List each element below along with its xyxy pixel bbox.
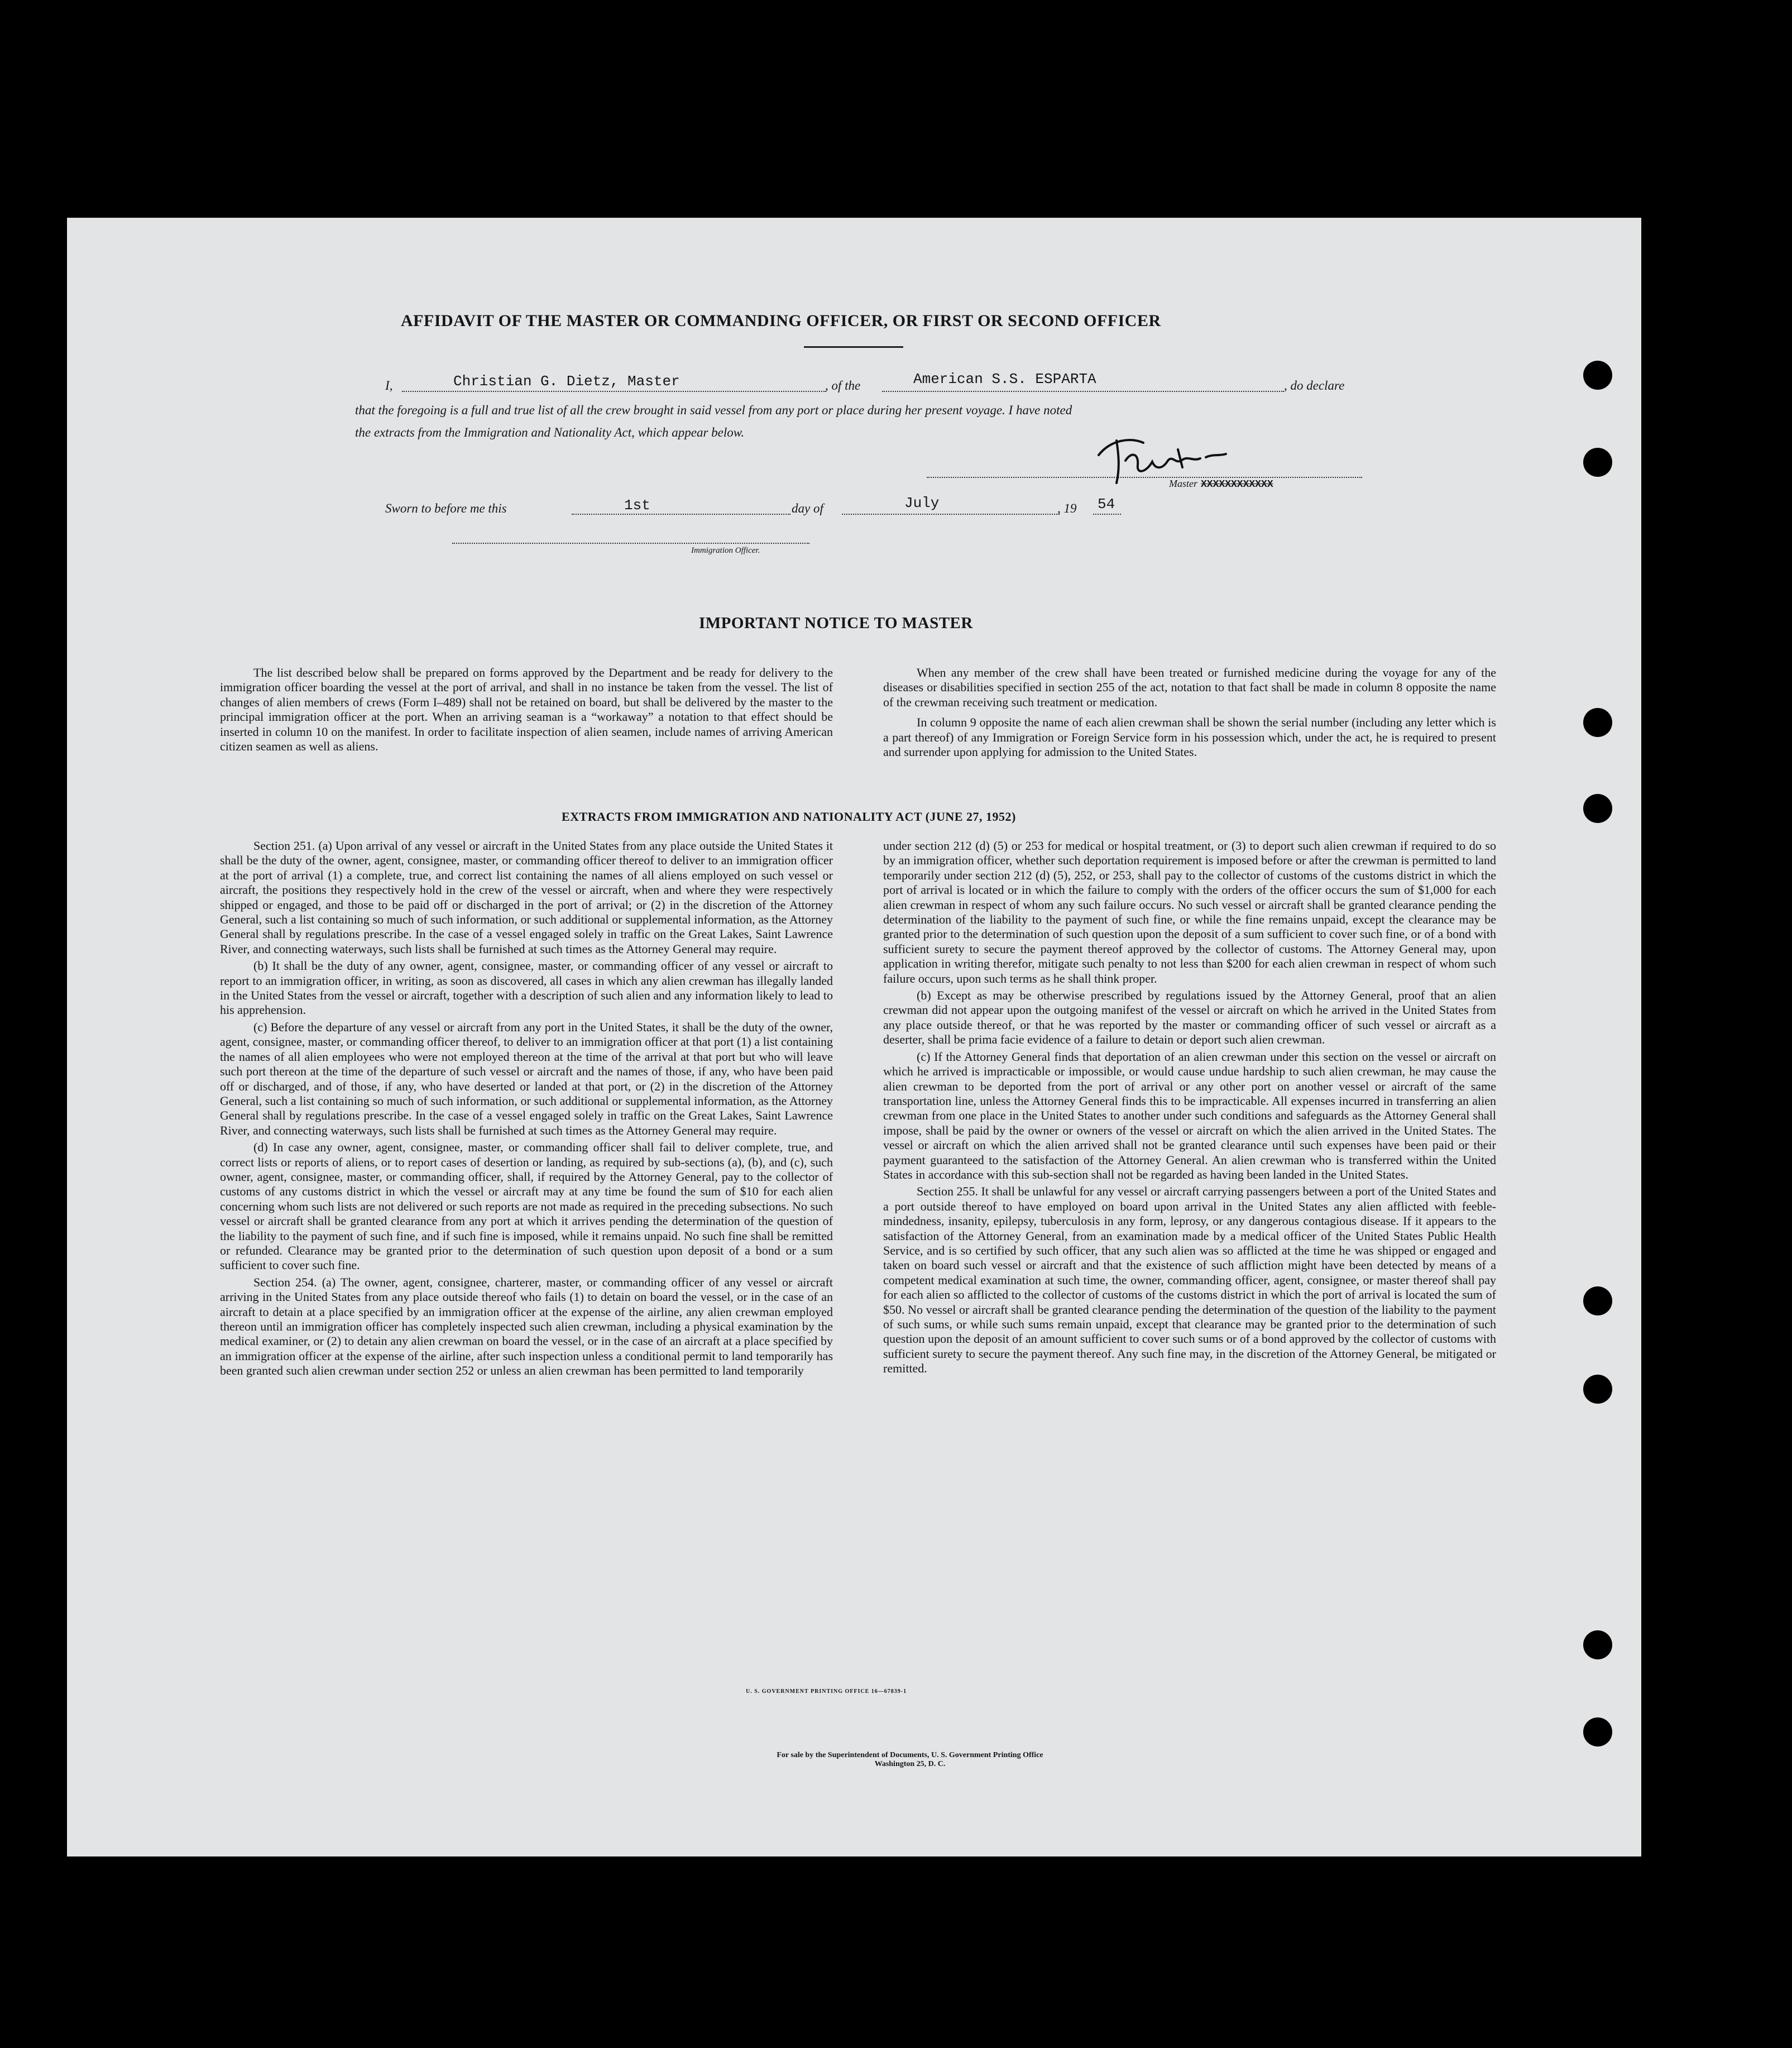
punch-hole — [1583, 448, 1612, 477]
signature-underline — [927, 477, 1362, 478]
notice-right-column — [883, 666, 1496, 762]
master-title: Master — [1169, 478, 1197, 489]
sworn-month-field: July — [904, 495, 940, 511]
extract-paragraph: (b) Except as may be otherwise prescribed by regulations issued by the Attorney General, proof that an alien crewman did not appear upon the outgoing manifest of the vessel or aircraft on which he arrived in the United States from any place outside thereof, or that he was reported by the master or commanding officer of such vessel or aircraft as a deserter, shall be prima facie evidence of a failure to detain or deport such alien crewman. — [883, 988, 1496, 1047]
officer-label: Immigration Officer. — [691, 546, 760, 555]
extract-paragraph: (c) If the Attorney General finds that deportation of an alien crewman under this section on the vessel or aircraft on which he arrived is impracticable or impossible, or would cause undue hardship to such alien crewman, he may cause the alien crewman to be deported from the port of arrival or any other port on another vessel or aircraft of the same transportation line, unless the Attorney General finds this to be impracticable. All expenses incurred in transferring an alien crewman from one place in the United States to another under such conditions and safeguards as the Attorney General shall impose, shall be paid by the owner or owners of the vessel or aircraft on which the alien arrived in the United States. The vessel or aircraft on which the alien arrived shall not be granted clearance until such expenses have been paid or their payment guaranteed to the satisfaction of the Attorney General. An alien crewman who is transferred within the United States in accordance with this sub-section shall not be regarded as having been landed in the United States. — [883, 1049, 1496, 1181]
notice-paragraph: When any member of the crew shall have been treated or furnished medicine during the voyage for any of the diseases or disabilities specified in section 255 of the act, notation to that fact shall be made in column 8 opposite the name of the crewman receiving such treatment or medication. — [883, 666, 1496, 709]
extract-paragraph: under section 212 (d) (5) or 253 for medical or hospital treatment, or (3) to deport such alien crewman if required to do so by an immigration officer, whether such deportation requirement is imposed before or after the crewman is permitted to land temporarily under section 212 (d) (5), 252, or 253, shall pay to the collector of customs of the customs district in which the port of arrival is located or in which the failure to comply with the orders of the officer occurs the sum of $1,000 for each alien crewman in respect of whom any such failure occurs. No such vessel or aircraft shall be granted clearance pending the determination of the liability to the payment of such fine, or while the fine remains unpaid, except the clearance may be granted prior to the determination of such question upon the deposit of a sum sufficient to cover such fine, or of a bond with sufficient surety to secure the payment thereof approved by the collector of customs. The Attorney General may, upon application in writing therefor, mitigate such penalty to not less than $200 for each alien crewman in respect of whom such failure occurs, upon such terms as he shall think proper. — [883, 839, 1496, 985]
printing-office-imprint: U. S. GOVERNMENT PRINTING OFFICE 16—67839-1 — [746, 1688, 907, 1695]
affidavit-line-3: the extracts from the Immigration and Nationality Act, which appear below. — [355, 425, 745, 439]
vessel-name-field: American S.S. ESPARTA — [913, 371, 1096, 387]
sale-line-2: Washington 25, D. C. — [874, 1760, 946, 1768]
officer-underline — [452, 543, 809, 544]
punch-hole — [1583, 708, 1612, 737]
punch-hole — [1583, 361, 1612, 390]
punch-hole — [1583, 1717, 1612, 1746]
notice-title: IMPORTANT NOTICE TO MASTER — [699, 614, 973, 632]
year-prefix: , 19 — [1057, 501, 1077, 515]
punch-hole — [1583, 1375, 1612, 1404]
affidavit-line-2: that the foregoing is a full and true list of all the crew brought in said vessel from any port or place during her present voyage. I have noted — [355, 403, 1072, 417]
master-name-field: Christian G. Dietz, Master — [453, 373, 680, 390]
sworn-label: Sworn to before me this — [385, 501, 507, 515]
sworn-day-field: 1st — [624, 497, 650, 514]
extract-paragraph: (c) Before the departure of any vessel or aircraft from any port in the United States, it shall be the duty of the owner, agent, consignee, master, or commanding officer thereof, to deliver to an immigration officer at that port (1) a list containing the names of all alien employees who were not employed thereon at the time of the arrival at that port but who will leave such port thereon at the time of the departure of such vessel or aircraft and the names of those, if any, who have been paid off or discharged, and of those, if any, who have deserted or landed at that port, or (2) in the discretion of the Attorney General, such a list containing so much of such information, or such additional or supplemental information, as the Attorney General shall by regulations prescribe. In the case of a vessel engaged solely in traffic on the Great Lakes, Saint Lawrence River, and connecting waterways, such lists shall be furnished at such times as the Attorney General may require. — [220, 1020, 833, 1137]
month-underline — [842, 514, 1060, 515]
master-strikeout: XXXXXXXXXXXX — [1201, 479, 1273, 490]
punch-hole — [1583, 1286, 1612, 1315]
notice-paragraph: The list described below shall be prepared on forms approved by the Department and be ready for delivery to the immigration officer boarding the vessel at the port of arrival, and shall in no instance be taken from the vessel. The list of changes of alien members of crews (Form I–489) shall not be retained on board, but shall be delivered by the master to the principal immigration officer at the port. When an arriving seaman is a “workaway” a notation to that effect should be inserted in column 10 on the manifest. In order to facilitate inspection of alien seamen, include names of arriving American citizen seamen as well as aliens. — [220, 666, 833, 754]
extract-paragraph: Section 254. (a) The owner, agent, consignee, charterer, master, or commanding officer of any vessel or aircraft arriving in the United States from any place outside thereof who fails (1) to detain on board the vessel, or in the case of an aircraft to detain at a place specified by an immigration officer at the expense of the airline, any alien crewman employed thereon until an immigration officer has completely inspected such alien crewman, including a physical examination by the medical examiner, or (2) to detain any alien crewman on board the vessel, or in the case of an aircraft at a place specified by an immigration officer at the expense of the airline, after such inspection unless a conditional permit to land temporarily has been granted such alien crewman under section 252 or unless an alien crewman has been permitted to land temporarily — [220, 1275, 833, 1378]
extracts-right-column — [883, 839, 1496, 1379]
title-rule — [804, 346, 903, 348]
day-of-label: day of — [792, 501, 823, 515]
extracts-left-column — [220, 839, 833, 1381]
do-declare-label: , do declare — [1284, 379, 1345, 393]
of-the-label: , of the — [825, 379, 861, 393]
extract-paragraph: (d) In case any owner, agent, consignee, master, or commanding officer shall fail to deliver complete, true, and correct lists or reports of aliens, or to report cases of desertion or landing, as required by sub-sections (a), (b), and (c), such owner, agent, consignee, master, or commanding officer, shall, if required by the Attorney General, pay to the collector of customs of any customs district in which the vessel or aircraft may at any time be found the sum of $10 for each alien concerning whom such lists are not delivered or such reports are not made as required in the preceding subsections. No such vessel or aircraft shall be granted clearance from any port at which it arrives pending the determination of the question of the liability to the payment of such fine, and if such fine is imposed, while it remains unpaid. No such fine shall be remitted or refunded. Clearance may be granted prior to the determination of such question upon deposit of a bond or a sum sufficient to cover such fine. — [220, 1140, 833, 1272]
punch-hole — [1583, 794, 1612, 823]
year-underline — [1093, 514, 1121, 515]
name-underline — [402, 391, 826, 392]
sale-line-1: For sale by the Superintendent of Documents, U. S. Government Printing Office — [777, 1751, 1043, 1759]
sale-notice — [614, 1751, 1206, 1769]
affidavit-title: AFFIDAVIT OF THE MASTER OR COMMANDING OFFICER, OR FIRST OR SECOND OFFICER — [401, 312, 1161, 330]
extract-paragraph: Section 251. (a) Upon arrival of any vessel or aircraft in the United States from any place outside the United States it shall be the duty of the owner, agent, consignee, master, or commanding officer thereof to deliver to an immigration officer at the port of arrival (1) a complete, true, and correct list containing the names of all aliens employed on such vessel or aircraft, the positions they respectively hold in the crew of the vessel or aircraft, when and where they were respectively shipped or engaged, and those to be paid off or discharged in the port of arrival; or (2) in the discretion of the Attorney General, such a list containing so much of such information, or such additional or supplemental information, as the Attorney General shall by regulations prescribe. In the case of a vessel engaged solely in traffic on the Great Lakes, Saint Lawrence River, and connecting waterways, such lists shall be furnished at such times as the Attorney General may require. — [220, 839, 833, 956]
day-underline — [572, 514, 790, 515]
affidavit-intro: I, — [385, 379, 393, 393]
vessel-underline — [882, 391, 1284, 392]
notice-left-column — [220, 666, 833, 756]
sworn-year-field: 54 — [1098, 496, 1115, 513]
extracts-title: EXTRACTS FROM IMMIGRATION AND NATIONALITY ACT (JUNE 27, 1952) — [562, 810, 1016, 824]
notice-paragraph: In column 9 opposite the name of each alien crewman shall be shown the serial number (including any letter which is a part thereof) of any Immigration or Foreign Service form in his possession which, under the act, he is required to present and surrender upon applying for admission to the United States. — [883, 715, 1496, 759]
punch-hole — [1583, 1630, 1612, 1659]
extract-paragraph: (b) It shall be the duty of any owner, agent, consignee, master, or commanding officer of any vessel or aircraft to report to an immigration officer, in writing, as soon as discovered, all cases in which any alien crewman has illegally landed in the United States from the vessel or aircraft, together with a description of such alien and any information likely to lead to his apprehension. — [220, 959, 833, 1017]
extract-paragraph: Section 255. It shall be unlawful for any vessel or aircraft carrying passengers between a port of the United States and a port outside thereof to have employed on board upon arrival in the United States any alien afflicted with feeble-mindedness, insanity, epilepsy, tuberculosis in any form, leprosy, or any dangerous contagious disease. If it appears to the satisfaction of the Attorney General, from an examination made by a medical officer of the United States Public Health Service, and is so certified by such officer, that any such alien was so afflicted at the time he was shipped or engaged and taken on board such vessel or aircraft and that the existence of such affliction might have been detected by means of a competent medical examination at such time, the owner, commanding officer, agent, consignee, or master thereof shall pay for each alien so afflicted to the collector of customs of the customs district in which the port of arrival is located the sum of $50. No vessel or aircraft shall be granted clearance pending the determination of the question of the liability to the payment of such sums, or while such sums remain unpaid, except that clearance may be granted prior to the determination of such question upon the deposit of an amount sufficient to cover such sums or of a bond approved by the collector of customs with sufficient surety to secure the payment thereof. Any such fine may, in the discretion of the Attorney General, be mitigated or remitted. — [883, 1184, 1496, 1376]
master-label — [1169, 478, 1273, 490]
